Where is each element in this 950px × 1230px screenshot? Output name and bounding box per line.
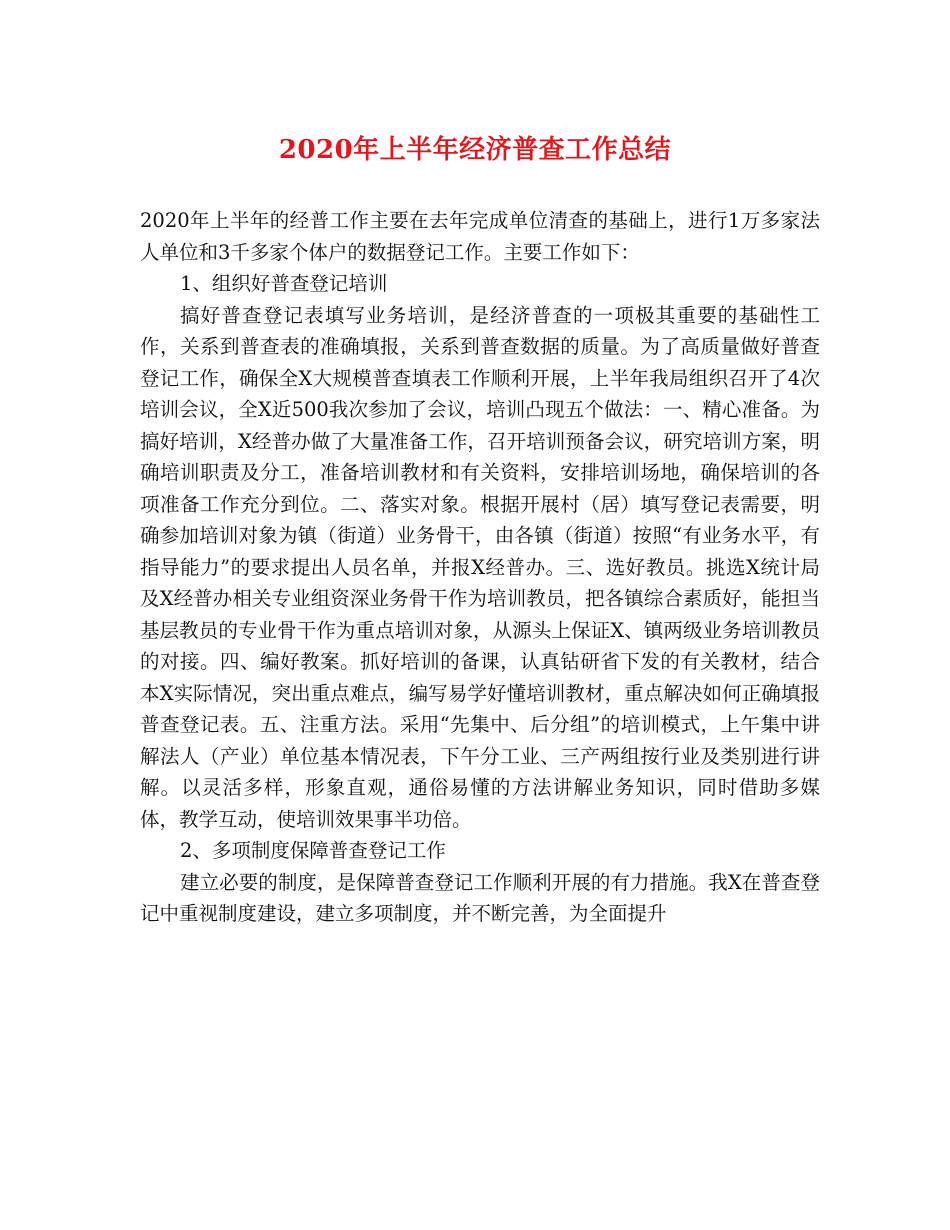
system-paragraph: 建立必要的制度，是保障普查登记工作顺利开展的有力措施。我X在普查登记中重视制度建设，建立多项制度，并不断完善，为全面提升	[140, 870, 820, 925]
document-body	[140, 205, 820, 930]
training-paragraph: 搞好普查登记表填写业务培训，是经济普查的一项极其重要的基础性工作，关系到普查表的准确填报，关系到普查数据的质量。为了高质量做好普查登记工作，确保全X大规模普查填表工作顺利开展，上半年我局组织召开了4次培训会议，全X近500我次参加了会议，培训凸现五个做法：一、精心准备。为搞好培训，X经普办做了大量准备工作，召开培训预备会议，研究培训方案，明确培训职责及分工，准备培训教材和有关资料，安排培训场地，确保培训的各项准备工作充分到位。二、落实对象。根据开展村（居）填写登记表需要，明确参加培训对象为镇（街道）业务骨干，由各镇（街道）按照“有业务水平，有指导能力”的要求提出人员名单，并报X经普办。三、选好教员。挑选X统计局及X经普办相关专业组资深业务骨干作为培训教员，把各镇综合素质好，能担当基层教员的专业骨干作为重点培训对象，从源头上保证X、镇两级业务培训教员的对接。四、编好教案。抓好培训的备课，认真钻研省下发的有关教材，结合本X实际情况，突出重点难点，编写易学好懂培训教材，重点解决如何正确填报普查登记表。五、注重方法。采用“先集中、后分组”的培训模式，上午集中讲解法人（产业）单位基本情况表，下午分工业、三产两组按行业及类别进行讲解。以灵活多样，形象直观，通俗易懂的方法讲解业务知识，同时借助多媒体，教学互动，使培训效果事半功倍。	[140, 303, 820, 831]
section-heading-training: 1、组织好普查登记培训	[180, 272, 388, 295]
intro-paragraph: 2020年上半年的经普工作主要在去年完成单位清查的基础上，进行1万多家法人单位和3千多家个体户的数据登记工作。主要工作如下：	[140, 209, 820, 264]
document-title: 2020年上半年经济普查工作总结	[278, 135, 672, 165]
section-heading-system: 2、多项制度保障普查登记工作	[180, 839, 446, 862]
